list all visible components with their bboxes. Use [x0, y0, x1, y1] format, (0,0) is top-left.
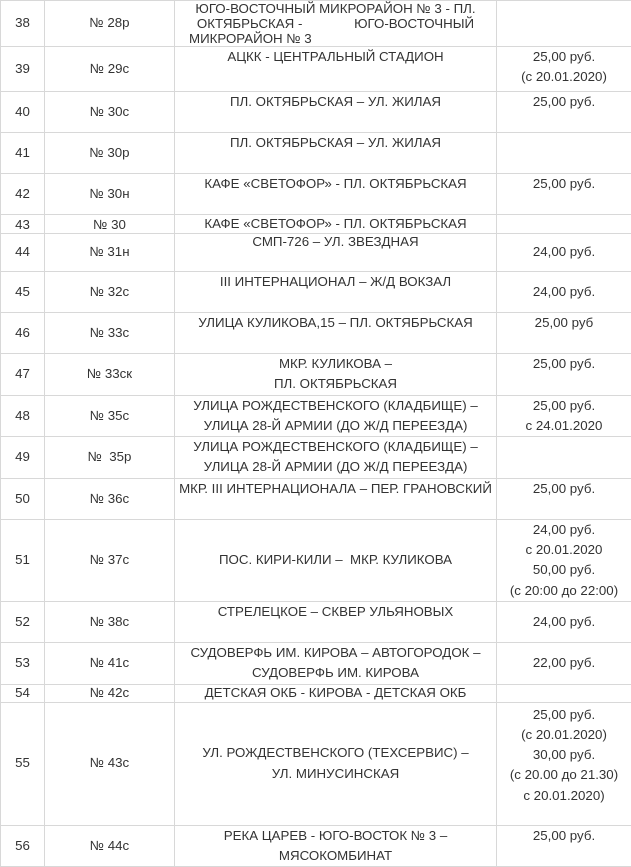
route-name: [175, 174, 497, 215]
row-number: 46: [1, 313, 45, 354]
price-line: 25,00 руб.: [499, 92, 629, 112]
route-number: № 30с: [45, 92, 175, 133]
table-row: [1, 133, 631, 174]
price-cell: [497, 601, 631, 642]
price-cell: [497, 174, 631, 215]
route-name-line: III ИНТЕРНАЦИОНАЛ – Ж/Д ВОКЗАЛ: [177, 272, 494, 292]
route-number: № 43с: [45, 702, 175, 825]
price-cell: [497, 519, 631, 601]
price-line: 24,00 руб.: [499, 282, 629, 302]
table-row: [1, 642, 631, 684]
table-row: [1, 519, 631, 601]
price-cell: [497, 478, 631, 519]
route-name: [175, 642, 497, 684]
route-name-line: УЛИЦА РОЖДЕСТВЕНСКОГО (КЛАДБИЩЕ) –: [177, 396, 494, 416]
route-name-line: МИКРОРАЙОН № 3: [177, 31, 494, 46]
table-row: [1, 354, 631, 396]
price-cell: [497, 354, 631, 396]
route-number: № 42с: [45, 684, 175, 702]
table-row: [1, 1, 631, 47]
route-name: [175, 684, 497, 702]
price-line: 25,00 руб.: [499, 479, 629, 499]
price-cell: [497, 1, 631, 47]
price-cell: [497, 702, 631, 825]
price-line: 25,00 руб.: [499, 396, 629, 416]
route-name-line: УЛИЦА РОЖДЕСТВЕНСКОГО (КЛАДБИЩЕ) –: [177, 437, 494, 457]
price-cell: [497, 92, 631, 133]
price-cell: [497, 437, 631, 479]
price-line: с 20.01.2020: [499, 540, 629, 560]
price-line: (с 20:00 до 22:00): [499, 581, 629, 601]
table-row: [1, 684, 631, 702]
route-number: № 35р: [45, 437, 175, 479]
route-name: [175, 313, 497, 354]
price-line: 24,00 руб.: [499, 520, 629, 540]
route-name: [175, 437, 497, 479]
table-row: [1, 437, 631, 479]
row-number: 42: [1, 174, 45, 215]
route-number: № 33ск: [45, 354, 175, 396]
route-name-line: АЦКК - ЦЕНТРАЛЬНЫЙ СТАДИОН: [177, 47, 494, 67]
price-line: 22,00 руб.: [499, 653, 629, 673]
price-cell: [497, 684, 631, 702]
route-name-line: МЯСОКОМБИНАТ: [177, 846, 494, 866]
table-row: [1, 272, 631, 313]
table-row: [1, 47, 631, 92]
route-name-line: СУДОВЕРФЬ ИМ. КИРОВА: [177, 663, 494, 683]
route-name-line: МКР. III ИНТЕРНАЦИОНАЛА – ПЕР. ГРАНОВСКИЙ: [177, 479, 494, 499]
row-number: 51: [1, 519, 45, 601]
table-row: [1, 702, 631, 825]
route-name: [175, 519, 497, 601]
route-name-line: УЛИЦА КУЛИКОВА,15 – ПЛ. ОКТЯБРЬСКАЯ: [177, 313, 494, 333]
row-number: 44: [1, 234, 45, 272]
route-name: [175, 601, 497, 642]
route-name: [175, 702, 497, 825]
table-row: [1, 395, 631, 437]
route-name: [175, 272, 497, 313]
row-number: 49: [1, 437, 45, 479]
price-line: (с 20.01.2020): [499, 725, 629, 745]
price-cell: [497, 313, 631, 354]
row-number: 52: [1, 601, 45, 642]
table-row: [1, 825, 631, 867]
row-number: 53: [1, 642, 45, 684]
price-line: 30,00 руб.: [499, 745, 629, 765]
table-row: [1, 92, 631, 133]
row-number: 55: [1, 702, 45, 825]
route-name-line: КАФЕ «СВЕТОФОР» - ПЛ. ОКТЯБРЬСКАЯ: [177, 174, 494, 194]
route-number: № 38с: [45, 601, 175, 642]
table-row: [1, 174, 631, 215]
route-name-line: ПОС. КИРИ-КИЛИ – МКР. КУЛИКОВА: [177, 550, 494, 570]
table-row: [1, 215, 631, 234]
price-line: (с 20.00 до 21.30): [499, 765, 629, 785]
route-name-line: ОКТЯБРЬСКАЯ - ЮГО-ВОСТОЧНЫЙ: [177, 16, 494, 31]
price-cell: [497, 215, 631, 234]
price-line: 24,00 руб.: [499, 612, 629, 632]
route-name-line: УЛИЦА 28-Й АРМИИ (ДО Ж/Д ПЕРЕЕЗДА): [177, 416, 494, 436]
route-number: № 30р: [45, 133, 175, 174]
row-number: 39: [1, 47, 45, 92]
table-row: [1, 601, 631, 642]
route-name-line: УЛ. РОЖДЕСТВЕНСКОГО (ТЕХСЕРВИС) –: [177, 743, 494, 763]
price-line: 25,00 руб.: [499, 47, 629, 67]
row-number: 54: [1, 684, 45, 702]
route-number: № 28р: [45, 1, 175, 47]
row-number: 43: [1, 215, 45, 234]
route-name-line: МКР. КУЛИКОВА –: [177, 354, 494, 374]
price-cell: [497, 234, 631, 272]
row-number: 40: [1, 92, 45, 133]
price-cell: [497, 825, 631, 867]
route-name: [175, 825, 497, 867]
row-number: 48: [1, 395, 45, 437]
route-number: № 32с: [45, 272, 175, 313]
route-name: [175, 215, 497, 234]
price-line: 25,00 руб.: [499, 705, 629, 725]
price-line: с 20.01.2020): [499, 786, 629, 806]
table-row: [1, 234, 631, 272]
price-cell: [497, 395, 631, 437]
route-number: № 41с: [45, 642, 175, 684]
route-number: № 29с: [45, 47, 175, 92]
price-line: 25,00 руб.: [499, 174, 629, 194]
route-name-line: КАФЕ «СВЕТОФОР» - ПЛ. ОКТЯБРЬСКАЯ: [177, 215, 494, 232]
route-number: № 36с: [45, 478, 175, 519]
route-name-line: РЕКА ЦАРЕВ - ЮГО-ВОСТОК № 3 –: [177, 826, 494, 846]
price-line: с 24.01.2020: [499, 416, 629, 436]
route-number: № 30н: [45, 174, 175, 215]
price-line: (с 20.01.2020): [499, 67, 629, 87]
price-line: 50,00 руб.: [499, 560, 629, 580]
route-name: [175, 133, 497, 174]
route-number: № 30: [45, 215, 175, 234]
row-number: 47: [1, 354, 45, 396]
route-name-line: ПЛ. ОКТЯБРЬСКАЯ – УЛ. ЖИЛАЯ: [177, 92, 494, 112]
price-cell: [497, 133, 631, 174]
route-name-line: ЮГО-ВОСТОЧНЫЙ МИКРОРАЙОН № 3 - ПЛ.: [177, 1, 494, 16]
table-row: [1, 313, 631, 354]
price-cell: [497, 47, 631, 92]
route-name: [175, 478, 497, 519]
route-name-line: СТРЕЛЕЦКОЕ – СКВЕР УЛЬЯНОВЫХ: [177, 602, 494, 622]
route-name-line: СМП-726 – УЛ. ЗВЕЗДНАЯ: [177, 234, 494, 250]
route-number: № 44с: [45, 825, 175, 867]
route-name-line: ПЛ. ОКТЯБРЬСКАЯ – УЛ. ЖИЛАЯ: [177, 133, 494, 153]
route-name-line: ДЕТСКАЯ ОКБ - КИРОВА - ДЕТСКАЯ ОКБ: [177, 685, 494, 701]
row-number: 41: [1, 133, 45, 174]
route-name: [175, 92, 497, 133]
route-name: [175, 354, 497, 396]
price-cell: [497, 642, 631, 684]
route-name: [175, 47, 497, 92]
route-name-line: ПЛ. ОКТЯБРЬСКАЯ: [177, 374, 494, 394]
route-number: № 37с: [45, 519, 175, 601]
route-name-line: СУДОВЕРФЬ ИМ. КИРОВА – АВТОГОРОДОК –: [177, 643, 494, 663]
price-line: 25,00 руб.: [499, 826, 629, 846]
route-number: № 35с: [45, 395, 175, 437]
route-name: [175, 395, 497, 437]
row-number: 45: [1, 272, 45, 313]
row-number: 38: [1, 1, 45, 47]
route-name-line: УЛИЦА 28-Й АРМИИ (ДО Ж/Д ПЕРЕЕЗДА): [177, 457, 494, 477]
price-line: 25,00 руб.: [499, 354, 629, 374]
row-number: 56: [1, 825, 45, 867]
price-cell: [497, 272, 631, 313]
price-line: 25,00 руб: [499, 313, 629, 333]
route-name: [175, 1, 497, 47]
price-line: 24,00 руб.: [499, 242, 629, 262]
route-number: № 31н: [45, 234, 175, 272]
row-number: 50: [1, 478, 45, 519]
table-row: [1, 478, 631, 519]
route-name: [175, 234, 497, 272]
route-number: № 33с: [45, 313, 175, 354]
route-name-line: УЛ. МИНУСИНСКАЯ: [177, 764, 494, 784]
